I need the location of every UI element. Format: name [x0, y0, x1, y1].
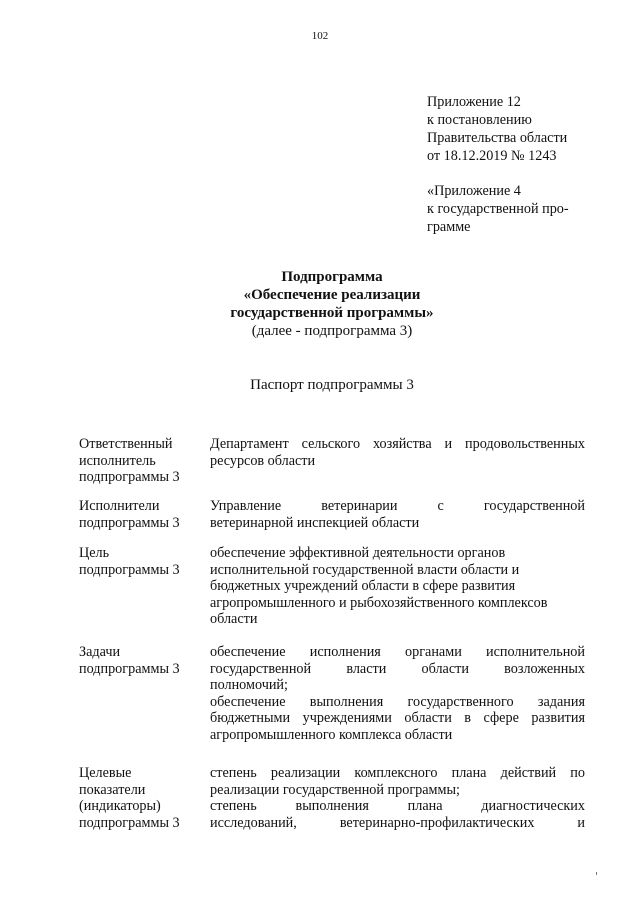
value-line: полномочий;: [210, 677, 288, 693]
label-line: подпрограммы 3: [79, 660, 180, 677]
appendix-line: к постановлению: [427, 112, 532, 128]
label-line: Ответственный: [79, 436, 173, 452]
value-line: бюджетными учреждениями области в сфере развития: [210, 710, 585, 726]
row-label: [79, 545, 204, 578]
value-line: Управление ветеринарии с государственной: [210, 498, 585, 514]
row-value: [210, 644, 585, 743]
label-line: показатели: [79, 781, 146, 798]
row-value: [210, 545, 585, 628]
row-label: [79, 644, 204, 677]
row-label: [79, 436, 204, 486]
value-line: исполнительной государственной власти области и: [210, 561, 520, 578]
label-line: Целевые: [79, 765, 132, 781]
page-number: 102: [311, 30, 329, 42]
value-line: обеспечение выполнения государственного задания: [210, 693, 585, 710]
label-line: подпрограммы 3: [79, 814, 180, 831]
label-line: подпрограммы 3: [79, 561, 180, 578]
row-label: [79, 765, 204, 831]
scan-mark: [596, 872, 597, 875]
value-line: области: [210, 611, 258, 627]
program-appendix-reference: [427, 182, 569, 236]
value-line: бюджетных учреждений области в сфере развития: [210, 578, 516, 594]
appendix-line: грамме: [427, 219, 471, 235]
value-line: степень реализации комплексного плана действий по: [210, 765, 585, 781]
label-line: исполнитель: [79, 452, 156, 469]
value-line: обеспечение исполнения органами исполнительной: [210, 644, 585, 660]
passport-heading: Паспорт подпрограммы 3: [250, 377, 414, 393]
appendix-line: Приложение 12: [427, 94, 521, 110]
label-line: Исполнители: [79, 498, 160, 514]
value-line: исследований, ветеринарно-профилактических и: [210, 814, 585, 831]
appendix-line: от 18.12.2019 № 1243: [427, 148, 557, 164]
appendix-reference: [427, 93, 567, 165]
document-title: [0, 268, 640, 340]
label-line: подпрограммы 3: [79, 514, 180, 531]
title-line: государственной программы»: [230, 305, 434, 321]
appendix-line: к государственной про-: [427, 201, 569, 217]
title-line: Подпрограмма: [281, 269, 383, 285]
row-value: [210, 498, 585, 531]
label-line: Цель: [79, 545, 110, 561]
value-line: государственной власти области возложенных: [210, 660, 585, 677]
title-line: «Обеспечение реализации: [243, 287, 421, 303]
value-line: ресурсов области: [210, 452, 316, 469]
value-line: ветеринарной инспекцией области: [210, 514, 420, 531]
value-line: степень выполнения плана диагностических: [210, 798, 585, 814]
row-value: [210, 765, 585, 831]
value-line: реализации государственной программы;: [210, 781, 460, 798]
label-line: (индикаторы): [79, 798, 161, 814]
label-line: подпрограммы 3: [79, 469, 180, 485]
row-label: [79, 498, 204, 531]
label-line: Задачи: [79, 644, 121, 660]
title-subline: (далее - подпрограмма 3): [251, 323, 413, 339]
appendix-line: «Приложение 4: [427, 183, 521, 199]
value-line: Департамент сельского хозяйства и продовольственных: [210, 436, 585, 452]
value-line: агропромышленного комплекса области: [210, 726, 453, 743]
value-line: агропромышленного и рыбохозяйственного комплексов: [210, 594, 548, 611]
row-value: [210, 436, 585, 469]
appendix-line: Правительства области: [427, 130, 568, 146]
value-line: обеспечение эффективной деятельности органов: [210, 545, 506, 561]
